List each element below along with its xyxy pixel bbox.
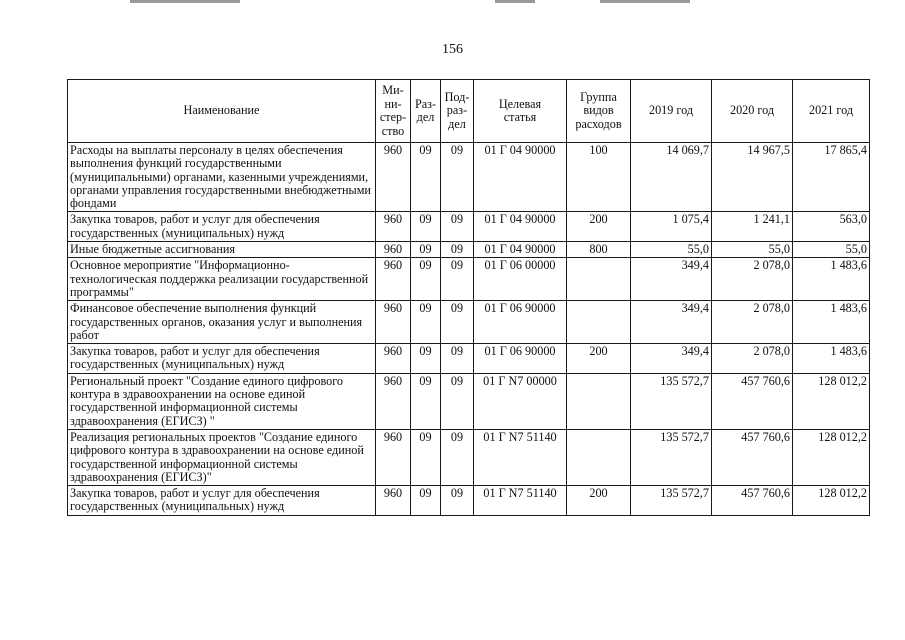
row-ministry: 960 <box>376 258 411 301</box>
row-value-2021: 17 865,4 <box>793 143 870 212</box>
row-value-2021: 1 483,6 <box>793 301 870 344</box>
row-target-article: 01 Г N7 51140 <box>474 429 567 485</box>
header-subsection: Под- раз- дел <box>441 80 474 143</box>
row-value-2021: 1 483,6 <box>793 258 870 301</box>
header-ministry: Ми- ни- стер- ство <box>376 80 411 143</box>
row-section: 09 <box>411 242 441 258</box>
row-ministry: 960 <box>376 301 411 344</box>
row-ministry: 960 <box>376 212 411 242</box>
row-value-2019: 135 572,7 <box>631 429 712 485</box>
scan-artifact <box>600 0 690 3</box>
header-target-article: Целевая статья <box>474 80 567 143</box>
row-expense-group: 200 <box>567 344 631 374</box>
table-row <box>68 429 870 485</box>
row-section: 09 <box>411 301 441 344</box>
row-section: 09 <box>411 429 441 485</box>
table-row <box>68 143 870 212</box>
row-expense-group <box>567 301 631 344</box>
row-name: Закупка товаров, работ и услуг для обеспечения государственных (муниципальных) нужд <box>68 486 376 516</box>
header-name: Наименование <box>68 80 376 143</box>
row-section: 09 <box>411 143 441 212</box>
row-value-2019: 1 075,4 <box>631 212 712 242</box>
table-row <box>68 258 870 301</box>
row-name: Финансовое обеспечение выполнения функций государственных органов, оказания услуг и выполнения работ <box>68 301 376 344</box>
row-value-2021: 128 012,2 <box>793 373 870 429</box>
row-value-2021: 128 012,2 <box>793 486 870 516</box>
row-value-2021: 1 483,6 <box>793 344 870 374</box>
row-expense-group: 200 <box>567 486 631 516</box>
table-row <box>68 373 870 429</box>
budget-table <box>67 79 870 516</box>
row-subsection: 09 <box>441 429 474 485</box>
row-subsection: 09 <box>441 242 474 258</box>
row-subsection: 09 <box>441 486 474 516</box>
row-name: Основное мероприятие "Информационно-технологическая поддержка реализации государственной программы" <box>68 258 376 301</box>
row-value-2020: 457 760,6 <box>712 429 793 485</box>
row-expense-group: 100 <box>567 143 631 212</box>
row-value-2020: 2 078,0 <box>712 344 793 374</box>
row-value-2019: 14 069,7 <box>631 143 712 212</box>
row-value-2020: 1 241,1 <box>712 212 793 242</box>
row-section: 09 <box>411 373 441 429</box>
row-name: Региональный проект "Создание единого цифрового контура в здравоохранении на основе единой государственной информационной системы здравоохранения (ЕГИСЗ) " <box>68 373 376 429</box>
table-row <box>68 242 870 258</box>
table-row <box>68 344 870 374</box>
table-row <box>68 212 870 242</box>
row-name: Иные бюджетные ассигнования <box>68 242 376 258</box>
row-section: 09 <box>411 486 441 516</box>
row-expense-group <box>567 258 631 301</box>
row-ministry: 960 <box>376 143 411 212</box>
row-subsection: 09 <box>441 373 474 429</box>
row-ministry: 960 <box>376 373 411 429</box>
row-value-2019: 349,4 <box>631 258 712 301</box>
row-value-2020: 2 078,0 <box>712 258 793 301</box>
table-row <box>68 486 870 516</box>
row-target-article: 01 Г N7 00000 <box>474 373 567 429</box>
scan-artifact <box>495 0 535 3</box>
row-value-2020: 2 078,0 <box>712 301 793 344</box>
row-ministry: 960 <box>376 429 411 485</box>
row-subsection: 09 <box>441 301 474 344</box>
row-value-2019: 349,4 <box>631 301 712 344</box>
row-ministry: 960 <box>376 486 411 516</box>
row-section: 09 <box>411 212 441 242</box>
row-section: 09 <box>411 344 441 374</box>
table-row <box>68 301 870 344</box>
row-expense-group: 200 <box>567 212 631 242</box>
row-target-article: 01 Г 04 90000 <box>474 242 567 258</box>
page-number: 156 <box>442 42 463 57</box>
row-ministry: 960 <box>376 242 411 258</box>
row-expense-group: 800 <box>567 242 631 258</box>
row-target-article: 01 Г 06 90000 <box>474 301 567 344</box>
header-expense-group: Группа видов расходов <box>567 80 631 143</box>
row-value-2019: 55,0 <box>631 242 712 258</box>
row-section: 09 <box>411 258 441 301</box>
row-subsection: 09 <box>441 344 474 374</box>
row-subsection: 09 <box>441 258 474 301</box>
row-value-2020: 457 760,6 <box>712 373 793 429</box>
header-2020: 2020 год <box>712 80 793 143</box>
row-name: Закупка товаров, работ и услуг для обеспечения государственных (муниципальных) нужд <box>68 212 376 242</box>
row-ministry: 960 <box>376 344 411 374</box>
row-target-article: 01 Г 04 90000 <box>474 212 567 242</box>
row-value-2019: 349,4 <box>631 344 712 374</box>
row-value-2019: 135 572,7 <box>631 486 712 516</box>
header-2019: 2019 год <box>631 80 712 143</box>
row-subsection: 09 <box>441 143 474 212</box>
row-target-article: 01 Г N7 51140 <box>474 486 567 516</box>
row-value-2020: 14 967,5 <box>712 143 793 212</box>
table-body <box>68 143 870 516</box>
row-target-article: 01 Г 06 00000 <box>474 258 567 301</box>
row-value-2021: 563,0 <box>793 212 870 242</box>
row-name: Расходы на выплаты персоналу в целях обеспечения выполнения функций государственными (муниципальными) органами, казенными учреждениями, органами управления государственными внебюджетными фондами <box>68 143 376 212</box>
row-target-article: 01 Г 06 90000 <box>474 344 567 374</box>
row-name: Закупка товаров, работ и услуг для обеспечения государственных (муниципальных) нужд <box>68 344 376 374</box>
row-value-2020: 55,0 <box>712 242 793 258</box>
row-expense-group <box>567 373 631 429</box>
row-value-2021: 55,0 <box>793 242 870 258</box>
row-value-2020: 457 760,6 <box>712 486 793 516</box>
row-subsection: 09 <box>441 212 474 242</box>
row-expense-group <box>567 429 631 485</box>
scan-artifact <box>130 0 240 3</box>
row-value-2019: 135 572,7 <box>631 373 712 429</box>
header-section: Раз- дел <box>411 80 441 143</box>
row-target-article: 01 Г 04 90000 <box>474 143 567 212</box>
row-value-2021: 128 012,2 <box>793 429 870 485</box>
header-2021: 2021 год <box>793 80 870 143</box>
row-name: Реализация региональных проектов "Создание единого цифрового контура в здравоохранении на основе единой государственной информационной системы здравоохранения (ЕГИСЗ)" <box>68 429 376 485</box>
table-header-row <box>68 80 870 143</box>
